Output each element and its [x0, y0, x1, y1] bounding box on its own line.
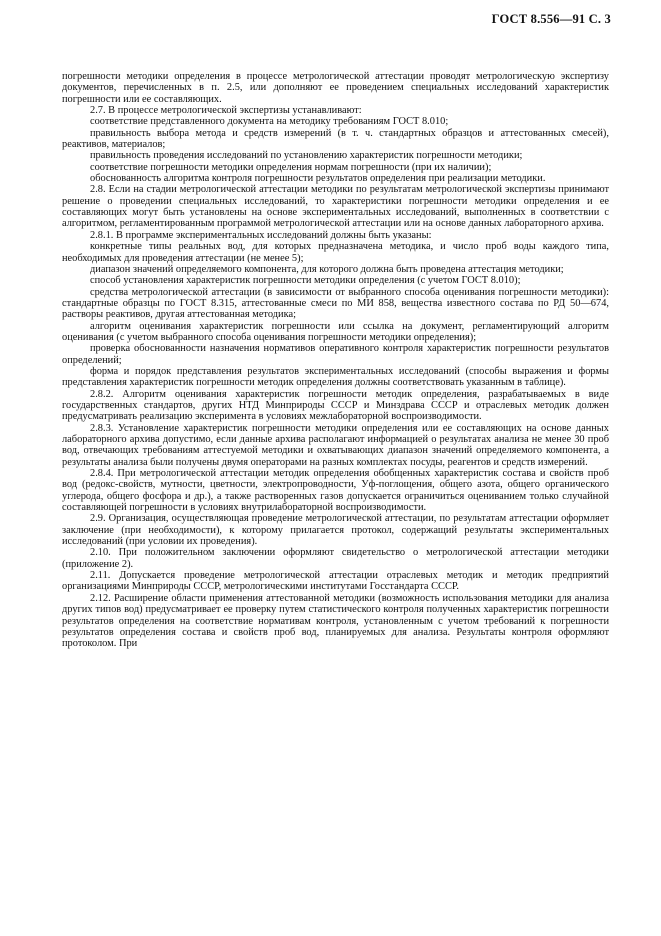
paragraph: 2.8.2. Алгоритм оценивания характеристик погрешности методик определения, разрабатываемых в виде государственных стандартов, других НТД Минприроды СССР и Минздрава СССР и отраслевых методик должен предусматривать реализацию эксперимента в условиях межлабораторной воспроизводимости. — [62, 388, 609, 423]
paragraph: соответствие погрешности методики определения нормам погрешности (при их наличии); — [90, 161, 492, 173]
paragraph: 2.7. В процессе метрологической экспертизы устанавливают: — [90, 105, 362, 117]
paragraph: проверка обоснованности назначения нормативов оперативного контроля характеристик погрешности результатов определений; — [62, 343, 609, 366]
paragraph: конкретные типы реальных вод, для которых предназначена методика, и число проб воды каждого типа, необходимых для проведения аттестации (не менее 5); — [62, 241, 609, 264]
paragraph: 2.9. Организация, осуществляющая проведение метрологической аттестации, по результатам аттестации оформляет заключение (при необходимости), к которому прилагается протокол, содержащий результаты экспериментальных исследований (при условии их проведения). — [62, 513, 609, 548]
paragraph: 2.8.4. При метрологической аттестации методик определения обобщенных характеристик состава и свойств проб вод (редокс-свойств, мутности, цветности, электропроводности, Уф-поглощения, общего азота, общего органического углерода, общего фосфора и др.), а также растворенных газов допускается ограничиться оцениванием только случайной составляющей погрешности в условиях внутрилабораторной воспроизводимости. — [62, 468, 609, 514]
paragraph: алгоритм оценивания характеристик погрешности или ссылка на документ, регламентирующий алгоритм оценивания (с учетом выбранного способа оценивания погрешности методики определения); — [62, 320, 609, 343]
paragraph: диапазон значений определяемого компонента, для которого должна быть проведена аттестация методики; — [90, 263, 564, 275]
paragraph: 2.8.1. В программе экспериментальных исследований должны быть указаны: — [90, 229, 432, 241]
paragraph: средства метрологической аттестации (в зависимости от выбранного способа оценивания погрешности методики): стандартные образцы по ГОСТ 8.315, аттестованные смеси по МИ 858, вещества известного состава по РД 50—674, растворы реактивов, другая аттестованная методика; — [62, 286, 609, 321]
paragraph: соответствие представленного документа на методику требованиям ГОСТ 8.010; — [90, 116, 449, 128]
paragraph: погрешности методики определения в процессе метрологической аттестации проводят метрологическую экспертизу документов, перечисленных в п. 2.5, или дополняют ее проведением специальных исследований характеристик погрешности или ее составляющих. — [62, 71, 609, 105]
paragraph: способ установления характеристик погрешности методики определения (с учетом ГОСТ 8.010); — [90, 275, 521, 287]
paragraph: 2.11. Допускается проведение метрологической аттестации отраслевых методик и методик предприятий организациями Минприроды СССР, метрологическими институтами Госстандарта СССР. — [62, 570, 609, 593]
paragraph: 2.8.3. Установление характеристик погрешности методики определения или ее составляющих на основе данных лабораторного архива допустимо, если данные архива располагают информацией о результатах анализа не менее 30 проб вод, отвечающих требованиям аттестуемой методики и охватывающих диапазон значений определяемого компонента, а результаты анализа были получены двумя операторами на разных комплектах посуды, реагентов и средств измерений. — [62, 422, 609, 468]
paragraph: 2.8. Если на стадии метрологической аттестации методики по результатам метрологической экспертизы принимают решение о проведении специальных исследований, то характеристики погрешности методики определения и ее составляющих могут быть установлены на основе экспериментальных исследований, выполненных в соответствии с алгоритмом, регламентированным программой метрологической аттестации или на основе данных лабораторного архива. — [62, 184, 609, 230]
paragraph: 2.12. Расширение области применения аттестованной методики (возможность использования методики для анализа других типов вод) предусматривает ее проверку путем статистического контроля полученных характеристик погрешности результатов определения на соответствие нормативам контроля, установленным с учетом требований к погрешности результатов определения состава и свойств проб вод, планируемых для анализа. Результаты контроля оформляют протоколом. При — [62, 592, 609, 650]
paragraph: правильность проведения исследований по установлению характеристик погрешности методики; — [90, 150, 523, 162]
paragraph: обоснованность алгоритма контроля погрешности результатов определения при реализации методики. — [90, 173, 546, 185]
page-header: ГОСТ 8.556—91 С. 3 — [491, 12, 611, 26]
document-body — [62, 71, 609, 650]
paragraph: правильность выбора метода и средств измерений (в т. ч. стандартных образцов и аттестованных смесей), реактивов, материалов; — [62, 127, 609, 151]
paragraph: форма и порядок представления результатов экспериментальных исследований (способы выражения и формы представления характеристик погрешности методик определения должны соответствовать указанным в таблице). — [62, 365, 609, 389]
paragraph: 2.10. При положительном заключении оформляют свидетельство о метрологической аттестации методики (приложение 2). — [62, 547, 609, 570]
